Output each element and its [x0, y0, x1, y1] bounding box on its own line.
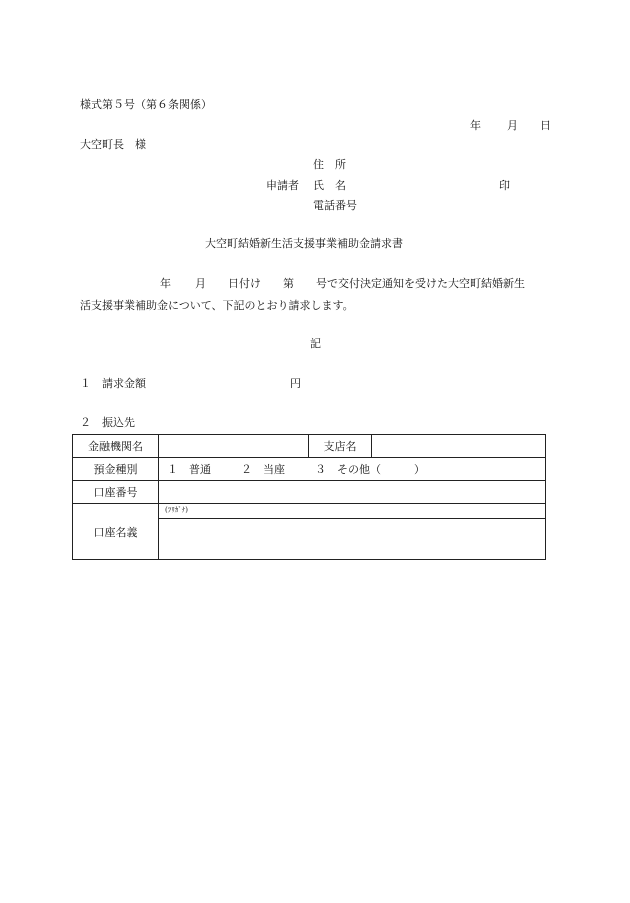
deposit-type-options — [159, 458, 546, 481]
body-dai: 第 — [283, 277, 294, 290]
amount-unit: 円 — [290, 377, 301, 390]
applicant-role-label: 申請者 — [266, 179, 299, 192]
date-month-label: 月 — [507, 119, 518, 132]
institution-field[interactable] — [159, 435, 309, 458]
account-number-label: 口座番号 — [73, 481, 159, 504]
bank-account-table — [72, 434, 546, 560]
branch-field[interactable] — [372, 435, 546, 458]
body-month: 月 — [195, 277, 206, 290]
account-number-field[interactable] — [159, 481, 546, 504]
body-text-line1: 号で交付決定通知を受けた大空町結婚新生 — [316, 277, 525, 290]
body-paragraph — [80, 273, 555, 317]
branch-label: 支店名 — [309, 435, 372, 458]
deposit-type-label: 預金種別 — [73, 458, 159, 481]
form-number: 様式第５号（第６条関係） — [80, 98, 212, 111]
body-dated: 日付け — [228, 277, 261, 290]
body-text-line2: 活支援事業補助金について、下記のとおり請求します。 — [80, 299, 354, 312]
phone-label: 電話番号 — [313, 199, 357, 212]
date-day-label: 日 — [540, 119, 551, 132]
furigana-field[interactable] — [159, 504, 546, 519]
body-year: 年 — [160, 277, 171, 290]
deposit-type-option-other[interactable]: ３ その他（ ） — [315, 463, 425, 476]
ki-heading: 記 — [310, 337, 321, 350]
furigana-label: (ﾌﾘｶﾞﾅ) — [165, 506, 188, 514]
table-row — [73, 435, 546, 458]
account-name-label: 口座名義 — [73, 504, 159, 560]
date-year-label: 年 — [470, 119, 481, 132]
deposit-type-option-ordinary[interactable]: １ 普通 — [167, 463, 211, 476]
seal-mark: 印 — [499, 179, 510, 192]
table-row — [73, 481, 546, 504]
account-name-field[interactable] — [159, 519, 546, 560]
institution-label: 金融機関名 — [73, 435, 159, 458]
table-row — [73, 504, 546, 519]
document-title: 大空町結婚新生活支援事業補助金請求書 — [205, 237, 403, 250]
address-label: 住 所 — [313, 158, 346, 171]
transfer-label: ２ 振込先 — [80, 416, 135, 429]
table-row — [73, 458, 546, 481]
amount-label: １ 請求金額 — [80, 377, 146, 390]
addressee: 大空町長 様 — [80, 138, 146, 151]
name-label: 氏 名 — [313, 179, 346, 192]
deposit-type-option-current[interactable]: ２ 当座 — [241, 463, 285, 476]
